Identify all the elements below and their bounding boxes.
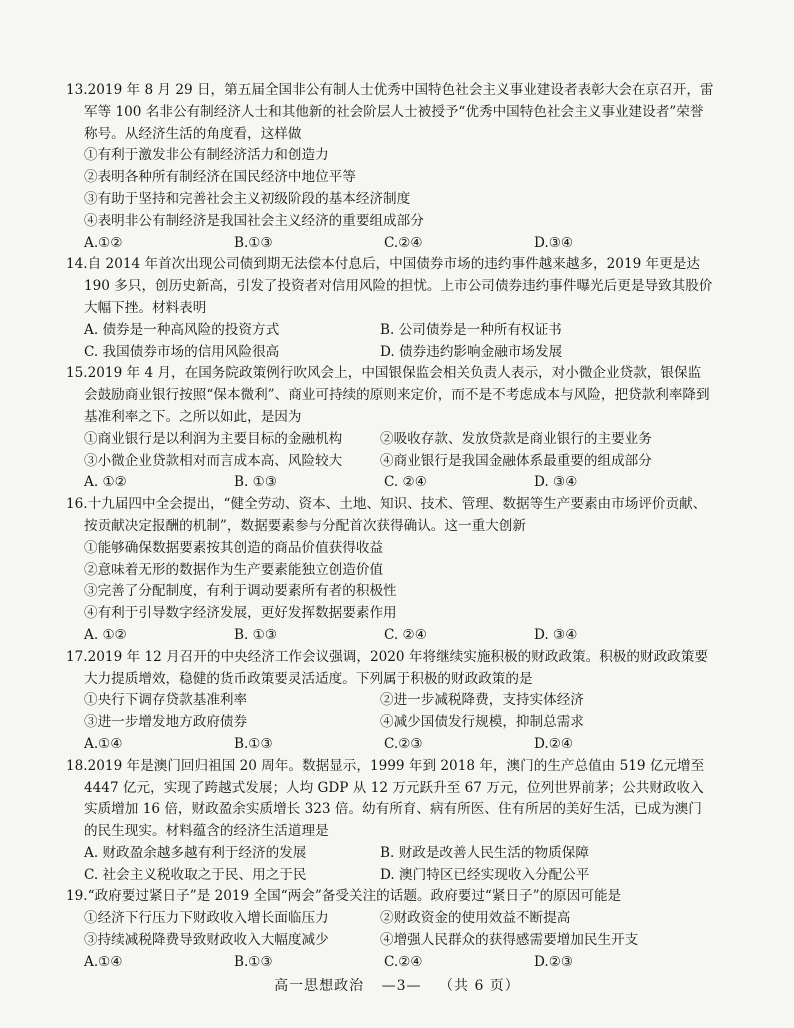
- question-stem: 2019 年是澳门回归祖国 20 周年。数据显示，1999 年到 2018 年，澳门的生产总值由 519 亿元增至 4447 亿元，实现了跨越式发展；人均 GDP 从 12 万元跃升至 67 万元，位列世界前茅；公共财政收入实质增加 16 倍，财政盈余实质增长 323 倍。幼有所育、病有所医、住有所居的美好生活，已成为澳门的民生现实。材料蕴含的经济生活道理是: [84, 757, 705, 840]
- statement-1: ①有利于激发非公有制经济活力和创造力: [84, 147, 329, 164]
- statement-3: ③完善了分配制度，有利于调动要素所有者的积极性: [84, 583, 397, 600]
- choice-b: B. 财政是改善人民生活的物质保障: [380, 844, 589, 861]
- answer-choices: [84, 233, 714, 255]
- question-number: 18.: [66, 757, 88, 774]
- question-stem: 自 2014 年首次出现公司债到期无法偿本付息后，中国债券市场的违约事件越来越多，2019 年更是达 190 多只，创历史新高，引发了投资者对信用风险的担忧。上市公司债券违约事件曝光后更是导致其股价大幅下挫。材料表明: [84, 256, 713, 316]
- statement-grid: [84, 690, 714, 734]
- choice-a: A. ①②: [84, 474, 127, 491]
- question-number: 16.: [66, 496, 88, 513]
- statement-3: ③有助于坚持和完善社会主义初级阶段的基本经济制度: [84, 190, 411, 207]
- choice-d: D. 债券违约影响金融市场发展: [380, 343, 563, 360]
- choice-b: B.①③: [234, 953, 273, 970]
- footer-total-pages: （共 6 页）: [439, 978, 520, 994]
- choice-d: D.②③: [534, 953, 574, 970]
- question-number: 13.: [66, 82, 88, 98]
- page-footer: [0, 975, 794, 995]
- choice-c: C. 社会主义税收取之于民、用之于民: [84, 866, 307, 883]
- statement-4: ④有利于引导数字经济发展，更好发挥数据要素作用: [84, 605, 397, 622]
- question-14: [66, 254, 714, 363]
- choice-c: C.②④: [384, 953, 423, 970]
- statement-grid: [84, 429, 714, 473]
- statement-2: ②进一步减税降费，支持实体经济: [380, 692, 584, 709]
- answer-choices: [84, 625, 714, 647]
- choice-c: C. ②④: [384, 474, 427, 491]
- choice-c: C. 我国债券市场的信用风险很高: [84, 343, 280, 360]
- choice-a: A. ①②: [84, 626, 127, 643]
- question-number: 19.: [66, 888, 88, 905]
- question-15: [66, 363, 714, 494]
- statement-1: ①商业银行是以利润为主要目标的金融机构: [84, 430, 343, 447]
- footer-subject: 高一思想政治: [274, 978, 365, 994]
- statement-1: ①能够确保数据要素按其创造的商品价值获得收益: [84, 539, 384, 556]
- choice-c: C. ②④: [384, 626, 427, 643]
- question-number: 14.: [66, 256, 88, 273]
- choice-b: B. ①③: [234, 626, 278, 643]
- answer-choices: [84, 734, 714, 756]
- statement-3: ③小微企业贷款相对而言成本高、风险较大: [84, 452, 343, 469]
- answer-choices: [84, 472, 714, 494]
- statement-2: ②意味着无形的数据作为生产要素能独立创造价值: [84, 561, 384, 578]
- question-stem: 2019 年 4 月，在国务院政策例行吹风会上，中国银保监会相关负责人表示，对小微企业贷款，银保监会鼓励商业银行按照“保本微利”、商业可持续的原则来定价，而不是不考虑成本与风险，把贷款利率降到基准利率之下。之所以如此，是因为: [84, 365, 710, 425]
- choice-b: B.①③: [234, 735, 273, 752]
- answer-choices: [84, 320, 714, 364]
- choice-d: D.②④: [534, 735, 574, 752]
- statement-1: ①央行下调存贷款基准利率: [84, 692, 248, 709]
- choice-a: A. 财政盈余越多越有利于经济的发展: [84, 844, 307, 861]
- choice-b: B. ①③: [234, 474, 278, 491]
- question-stem: 2019 年 8 月 29 日，第五届全国非公有制人士优秀中国特色社会主义事业建设者表彰大会在京召开，雷军等 100 名非公有制经济人士和其他新的社会阶层人士被授予“优秀中国特色社会主义事业建设者”荣誉称号。从经济生活的角度看，这样做: [84, 82, 714, 142]
- question-18: [66, 756, 714, 887]
- choice-d: D.③④: [534, 234, 574, 251]
- choice-b: B.①③: [234, 234, 273, 251]
- choice-d: D. 澳门特区已经实现收入分配公平: [380, 866, 590, 883]
- statement-2: ②表明各种所有制经济在国民经济中地位平等: [84, 169, 356, 186]
- question-13: [66, 80, 714, 254]
- statement-1: ①经济下行压力下财政收入增长面临压力: [84, 910, 329, 927]
- choice-c: C.②③: [384, 735, 423, 752]
- choice-a: A. 债券是一种高风险的投资方式: [84, 321, 280, 338]
- choice-d: D. ③④: [534, 474, 578, 491]
- question-number: 15.: [66, 365, 88, 382]
- question-stem: “政府要过紧日子”是 2019 全国“两会”备受关注的话题。政府要过“紧日子”的原因可能是: [87, 888, 622, 905]
- statement-2: ②财政资金的使用效益不断提高: [380, 910, 571, 927]
- choice-a: A.①②: [84, 234, 123, 251]
- question-16: [66, 494, 714, 647]
- statement-4: ④减少国债发行规模，抑制总需求: [380, 714, 584, 731]
- choice-d: D. ③④: [534, 626, 578, 643]
- question-19: [66, 886, 714, 973]
- question-list: [66, 80, 714, 974]
- statement-3: ③进一步增发地方政府债券: [84, 714, 248, 731]
- answer-choices: [84, 952, 714, 974]
- question-stem: 2019 年 12 月召开的中央经济工作会议强调，2020 年将继续实施积极的财政政策。积极的财政政策要大力提质增效，稳健的货币政策要灵活适度。下列属于积极的财政政策的是: [84, 648, 708, 687]
- statement-4: ④增强人民群众的获得感需要增加民生开支: [380, 932, 639, 949]
- choice-a: A.①④: [84, 735, 123, 752]
- statement-grid: [84, 908, 714, 952]
- choice-b: B. 公司债券是一种所有权证书: [380, 321, 562, 338]
- question-stem: 十九届四中全会提出，“健全劳动、资本、土地、知识、技术、管理、数据等生产要素由市场评价贡献、按贡献决定报酬的机制”，数据要素参与分配首次获得确认。这一重大创新: [84, 496, 707, 534]
- statement-2: ②吸收存款、发放贷款是商业银行的主要业务: [380, 430, 652, 447]
- question-number: 17.: [66, 648, 88, 665]
- statement-4: ④商业银行是我国金融体系最重要的组成部分: [380, 452, 652, 469]
- answer-choices: [84, 843, 714, 887]
- statement-4: ④表明非公有制经济是我国社会主义经济的重要组成部分: [84, 212, 424, 229]
- choice-c: C.②④: [384, 234, 423, 251]
- question-17: [66, 647, 714, 756]
- footer-page-number: —3—: [381, 978, 422, 994]
- choice-a: A.①④: [84, 953, 123, 970]
- statement-3: ③持续减税降费导致财政收入大幅度减少: [84, 932, 329, 949]
